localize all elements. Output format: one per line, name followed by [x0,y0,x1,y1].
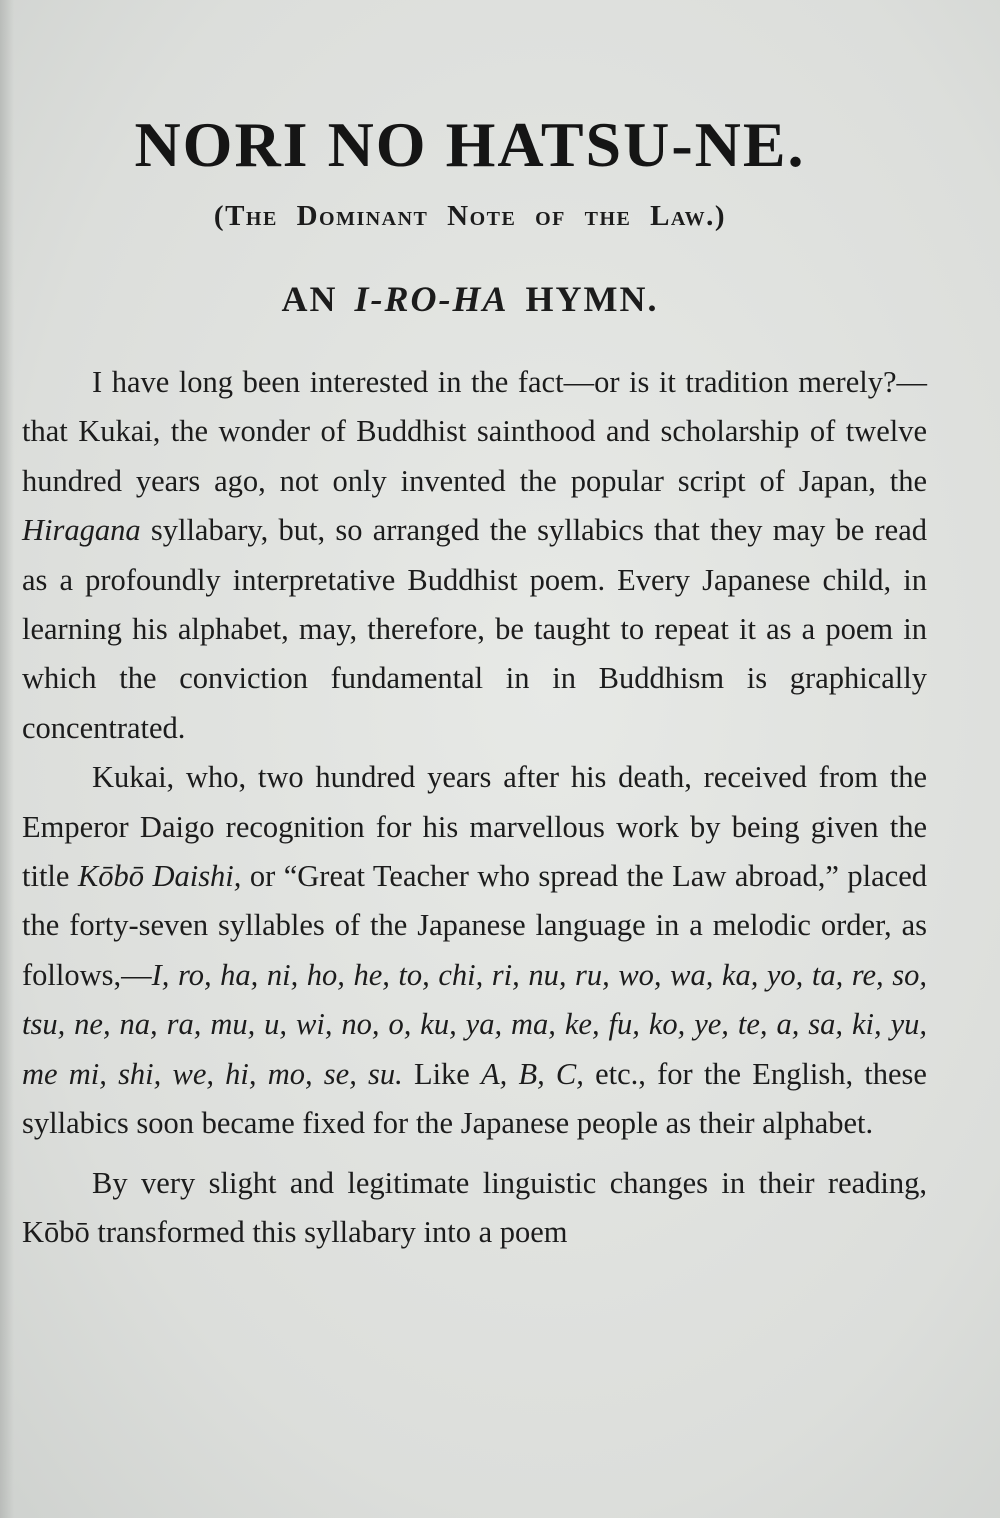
text-run: Kukai, who, two hundred years after his death, received from the Emperor Daigo recognition for his marvellous work by being given the title [22,760,927,894]
section-heading [60,278,880,320]
page-title: NORI NO HATSU-NE. [134,109,806,180]
body-text [22,358,927,1257]
text-run: Like [402,1056,482,1091]
heading-suffix: HYMN. [508,279,659,319]
text-run-italic: Kōbō Daishi, [77,859,242,894]
text-run: By very slight and legitimate linguistic changes in their reading, Kōbō transformed this syllabary into a poem [22,1165,927,1249]
text-run: etc., for the English, these syllabics soon became fixed for the Japanese people as their alphabet. [22,1056,927,1141]
text-run: or “Great Teacher who spread the Law abroad,” placed the forty-seven syllables of the Japanese language in a melodic order, as follows,— [22,859,928,992]
text-run: I have long been interested in the fact—or is it tradition merely?—that Kukai, the wonder of Buddhist sainthood and scholarship of twelve hundred years ago, not only invented the popular script of Japan, the [22,365,927,498]
heading-italic: I-RO-HA [354,279,509,319]
paragraph-2 [22,753,927,1148]
page-gutter-shadow [0,0,14,1518]
page-subtitle: (The Dominant Note of the Law.) [213,200,727,232]
text-run-italic: A, B, C, [481,1056,584,1091]
text-run-italic: I, ro, ha, ni, ho, he, to, chi, ri, nu, ru, wo, wa, ka, yo, ta, re, so, tsu, ne, na, ra, mu, u, wi, no, o, ku, ya, ma, ke, fu, ko, ye, te, a, sa, ki, yu, me mi, shi, we, hi, mo, se, su. [22,957,927,1091]
text-run: syllabary, but, so arranged the syllabics that they may be read as a profoundly interpretative Buddhist poem. Every Japanese child, in learning his alphabet, may, therefore, be taught to repeat it as a poem in which the conviction fundamental in in Buddhism is graphically concentrated. [22,513,927,745]
heading-prefix: AN [281,279,355,319]
paragraph-3 [22,1159,927,1258]
paragraph-1 [22,358,927,753]
text-run-italic: Hiragana [22,513,141,548]
